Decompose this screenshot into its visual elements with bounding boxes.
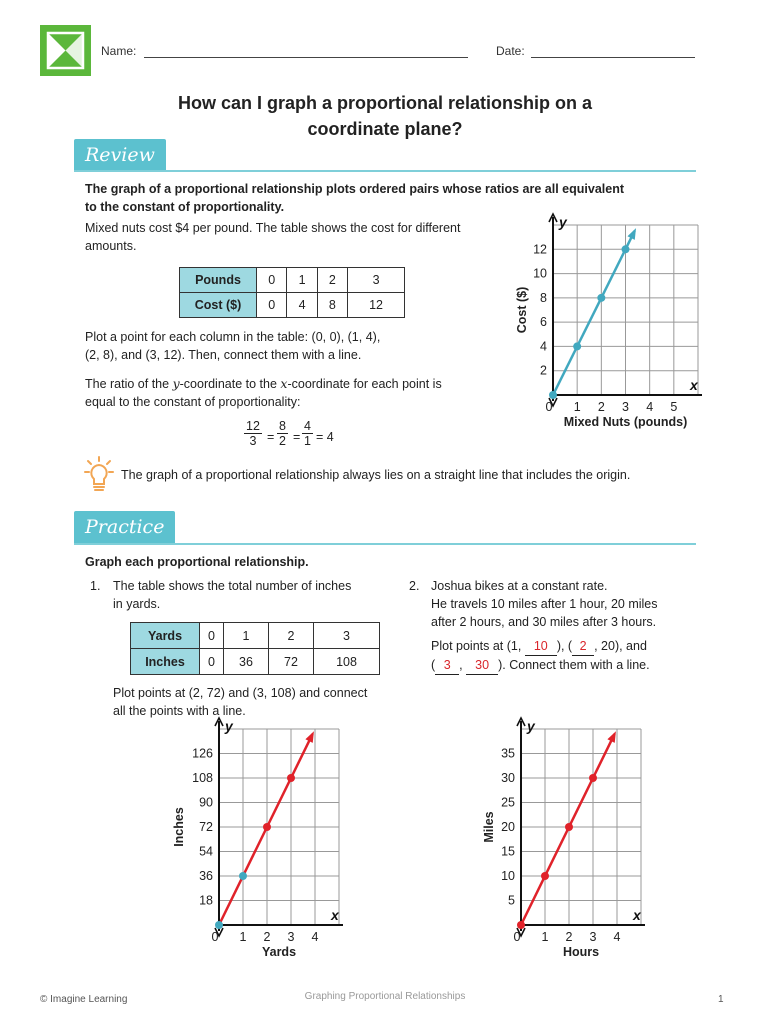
x-tick-label: 3 — [589, 930, 597, 944]
series-arrowhead — [305, 731, 314, 743]
y-tick-label: 25 — [501, 795, 515, 810]
table-header: Cost ($) — [180, 293, 257, 318]
x-tick-label: 1 — [239, 930, 247, 944]
review-tab: Review — [74, 139, 166, 171]
data-point — [589, 774, 597, 782]
y-tick-label: 20 — [501, 820, 515, 834]
y-tick-label: 2 — [540, 363, 547, 378]
x-tick-label: 4 — [311, 930, 319, 944]
y-axis-title: Inches — [172, 807, 186, 847]
table-cell: 0 — [257, 268, 287, 293]
table-header: Pounds — [180, 268, 257, 293]
review-plot-instructions — [85, 328, 505, 364]
table-cell: 3 — [314, 623, 380, 649]
data-point — [517, 921, 525, 929]
review-intro-line-2: to the constant of proportionality. — [85, 200, 285, 214]
x-axis-name: x — [331, 907, 339, 923]
review-problem-line-1: Mixed nuts cost $4 per pound. The table shows the cost for different — [85, 221, 461, 235]
series-arrowhead — [627, 228, 636, 240]
y-tick-label: 126 — [192, 746, 213, 761]
q2-text — [431, 577, 701, 631]
review-graph — [500, 214, 710, 440]
yards-graph — [165, 718, 355, 966]
practice-divider — [74, 543, 696, 545]
table-row — [180, 293, 405, 318]
plot-line-1: Plot a point for each column in the table: (0, 0), (1, 4), — [85, 330, 381, 344]
y-axis-name: y — [559, 214, 567, 230]
equals-sign: = — [267, 430, 275, 444]
data-point — [215, 921, 223, 929]
name-label: Name: — [101, 44, 137, 58]
ratio-line-1: The ratio of the y-coordinate to the x-coordinate for each point is — [85, 376, 442, 391]
x-tick-label: 0 — [211, 930, 219, 944]
q2-plot-line-2: ( 3 , 30 ). Connect them with a line. — [431, 656, 706, 675]
miles-graph — [473, 718, 663, 966]
y-tick-label: 18 — [199, 893, 213, 908]
page-title — [90, 90, 680, 142]
table-cell: 4 — [287, 293, 317, 318]
q2-line-3: after 2 hours, and 30 miles after 3 hours. — [431, 615, 657, 629]
y-tick-label: 5 — [508, 893, 515, 908]
y-tick-label: 12 — [533, 242, 547, 257]
table-row — [131, 649, 380, 675]
constant-value: = 4 — [316, 430, 334, 444]
page-number: 1 — [718, 994, 724, 1005]
review-divider — [74, 170, 696, 172]
x-axis-name: x — [633, 907, 641, 923]
fraction-12-3: $\frac{12}{3}$ — [246, 419, 260, 448]
y-axis-title: Cost ($) — [515, 286, 529, 334]
date-field[interactable] — [531, 57, 695, 58]
plot-line-2: (2, 8), and (3, 12). Then, connect them with a line. — [85, 348, 362, 362]
x-axis-title: Yards — [261, 945, 297, 959]
data-point — [573, 342, 581, 350]
data-point — [287, 774, 295, 782]
imagine-learning-logo — [40, 25, 91, 76]
x-tick-label: 3 — [287, 930, 295, 944]
table-row — [180, 268, 405, 293]
y-tick-label: 6 — [540, 315, 547, 330]
data-point — [549, 391, 557, 399]
q1-text — [113, 577, 403, 613]
q2-number: 2. — [409, 579, 420, 593]
q2-line-1: Joshua bikes at a constant rate. — [431, 579, 608, 593]
y-tick-label: 36 — [199, 869, 213, 883]
logo-icon — [40, 25, 91, 76]
x-tick-label: 2 — [597, 400, 605, 414]
x-tick-label: 1 — [541, 930, 549, 944]
table-cell: 3 — [348, 268, 405, 293]
x-axis-name: x — [690, 377, 698, 393]
data-point — [239, 872, 247, 880]
q2-plot-instructions — [431, 637, 706, 675]
copyright: © Imagine Learning — [40, 994, 128, 1005]
table-cell: 2 — [269, 623, 314, 649]
q1-plot-instructions — [113, 684, 413, 720]
table-cell: 0 — [257, 293, 287, 318]
series-arrowhead — [607, 731, 616, 743]
table-cell: 12 — [348, 293, 405, 318]
answer-blank[interactable]: 3 — [435, 656, 459, 675]
data-point — [565, 823, 573, 831]
table-cell: 0 — [200, 623, 224, 649]
data-point — [597, 294, 605, 302]
y-axis-name: y — [225, 718, 233, 734]
review-intro — [85, 180, 695, 216]
x-tick-label: 3 — [622, 400, 629, 414]
data-point — [541, 872, 549, 880]
answer-blank[interactable]: 10 — [525, 637, 557, 656]
data-point — [263, 823, 271, 831]
table-cell: 1 — [224, 623, 269, 649]
title-line-1: How can I graph a proportional relationship on a — [177, 93, 593, 113]
name-field[interactable] — [144, 57, 468, 58]
title-line-2: coordinate plane? — [307, 119, 463, 139]
review-ratio-text — [85, 375, 505, 411]
y-tick-label: 90 — [199, 795, 213, 810]
y-tick-label: 15 — [501, 844, 515, 859]
fraction-8-2: $\frac{8}{2}$ — [279, 419, 286, 448]
y-tick-label: 35 — [501, 746, 515, 761]
review-problem — [85, 219, 515, 255]
q1-number: 1. — [90, 579, 101, 593]
ratio-line-2: equal to the constant of proportionality: — [85, 395, 301, 409]
footer-title: Graphing Proportional Relationships — [304, 991, 466, 1002]
var-x: x — [280, 376, 288, 391]
table-header: Inches — [131, 649, 200, 675]
var-y: y — [172, 376, 180, 391]
table-row — [131, 623, 380, 649]
table-cell: 2 — [317, 268, 347, 293]
table-cell: 108 — [314, 649, 380, 675]
x-tick-label: 0 — [545, 400, 553, 414]
yards-table — [130, 622, 380, 675]
table-header: Yards — [131, 623, 200, 649]
table-cell: 36 — [224, 649, 269, 675]
data-point — [622, 245, 630, 253]
x-tick-label: 1 — [573, 400, 581, 414]
y-axis-name: y — [527, 718, 535, 734]
answer-blank[interactable]: 2 — [572, 637, 594, 656]
x-tick-label: 2 — [263, 930, 271, 944]
x-tick-label: 2 — [565, 930, 573, 944]
x-axis-title: Mixed Nuts (pounds) — [563, 415, 688, 429]
x-axis-title: Hours — [562, 945, 600, 959]
y-tick-label: 72 — [199, 820, 213, 834]
fraction-4-1: $\frac{4}{1}$ — [304, 419, 311, 448]
q1-plot-line-2: all the points with a line. — [113, 704, 246, 718]
date-label: Date: — [496, 44, 525, 58]
q1-plot-line-1: Plot points at (2, 72) and (3, 108) and connect — [113, 686, 368, 700]
x-tick-label: 5 — [670, 400, 678, 414]
q2-line-2: He travels 10 miles after 1 hour, 20 miles — [431, 597, 658, 611]
x-tick-label: 4 — [646, 400, 654, 414]
table-cell: 72 — [269, 649, 314, 675]
review-problem-line-2: amounts. — [85, 239, 137, 253]
q1-line-1: The table shows the total number of inches — [113, 579, 352, 593]
table-cell: 1 — [287, 268, 317, 293]
x-tick-label: 0 — [513, 930, 521, 944]
table-cell: 8 — [317, 293, 347, 318]
y-tick-label: 108 — [192, 771, 213, 785]
y-tick-label: 4 — [540, 339, 547, 354]
answer-blank[interactable]: 30 — [466, 656, 498, 675]
q2-plot-line-1: Plot points at (1, 10 ), ( 2 , 20), and — [431, 637, 706, 656]
x-tick-label: 4 — [613, 930, 621, 944]
y-tick-label: 10 — [533, 266, 547, 281]
tip-text: The graph of a proportional relationship always lies on a straight line that includes the origin. — [121, 468, 631, 482]
y-tick-label: 8 — [540, 290, 547, 305]
y-axis-title: Miles — [482, 811, 496, 843]
review-intro-line-1: The graph of a proportional relationship plots ordered pairs whose ratios are all equivalent — [85, 182, 624, 196]
table-cell: 0 — [200, 649, 224, 675]
q1-line-2: in yards. — [113, 597, 161, 611]
y-tick-label: 30 — [501, 771, 515, 785]
y-tick-label: 54 — [199, 844, 213, 859]
practice-tab: Practice — [74, 511, 175, 543]
equals-sign: = — [293, 430, 301, 444]
practice-instruction: Graph each proportional relationship. — [85, 555, 309, 569]
nuts-table — [179, 267, 405, 318]
lightbulb-icon — [84, 456, 114, 494]
y-tick-label: 10 — [501, 869, 515, 883]
